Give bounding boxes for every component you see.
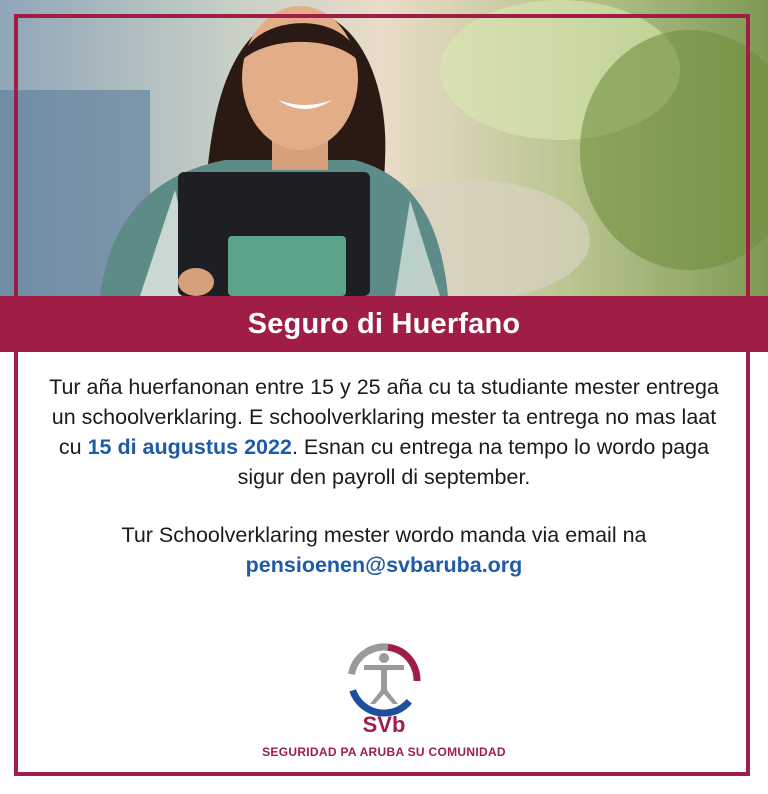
deadline-paragraph: Tur aña huerfanonan entre 15 y 25 aña cu ta studiante mester entrega un schoolverklaring. E schoolverklaring mester ta entrega no mas laat cu 15 di augustus 2022. Esnan cu entrega na tempo lo wordo paga sigur den payroll di september. (49, 375, 719, 489)
svb-logo (334, 640, 434, 740)
hero-photo (0, 0, 768, 296)
deadline-date: 15 di augustus 2022 (87, 435, 292, 459)
logo-text: SVb (362, 712, 406, 737)
title-banner (0, 296, 768, 352)
page-title: Seguro di Huerfano (247, 307, 521, 340)
body-text (40, 372, 728, 580)
person-icon (364, 653, 404, 704)
student-illustration (0, 0, 768, 296)
tagline: SEGURIDAD PA ARUBA SU COMUNIDAD (262, 745, 506, 759)
email-link[interactable]: pensioenen@svbaruba.org (245, 553, 523, 577)
email-instruction: Tur Schoolverklaring mester wordo manda via email na (121, 523, 647, 547)
